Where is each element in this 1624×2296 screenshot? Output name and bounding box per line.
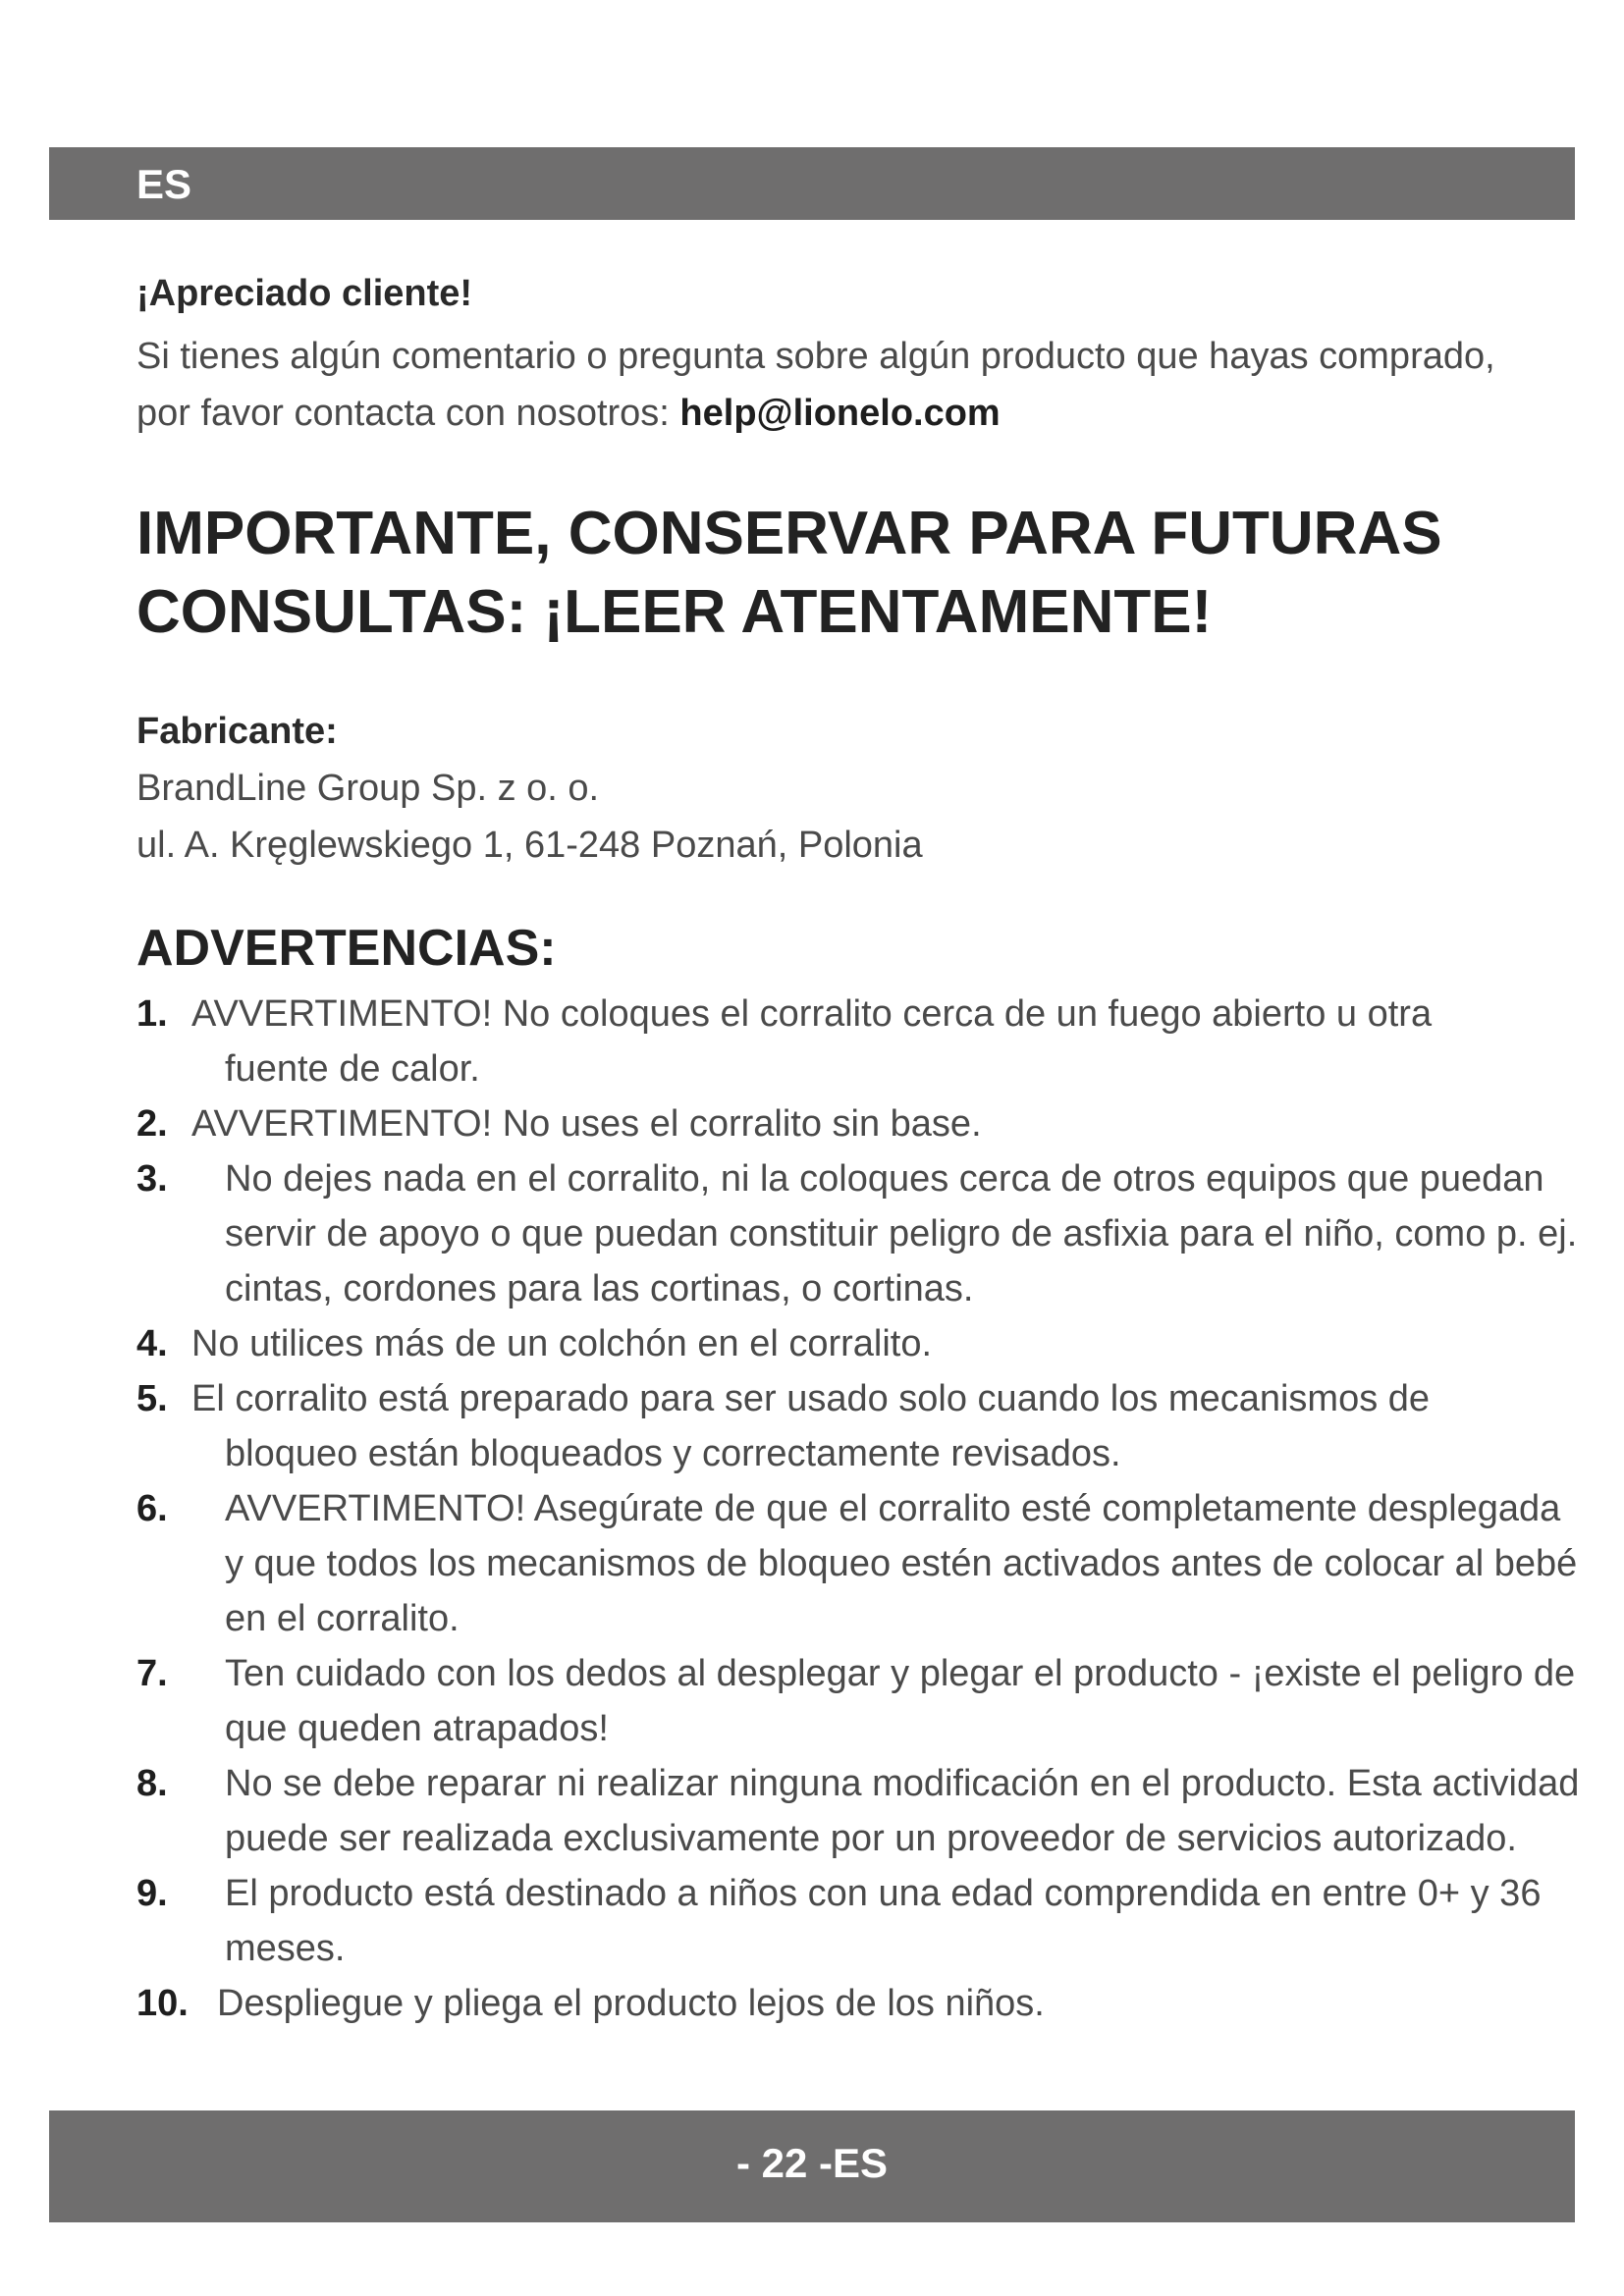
warning-item-10 (136, 1976, 1580, 2031)
warning-text: No dejes nada en el corralito, ni la coloques cerca de otros equipos que puedan servir de apoyo o que puedan constituir peligro de asfixia para el niño, como p. ej. cintas, cordones para las cortinas, o cortinas. (225, 1158, 1578, 1309)
warning-number: 7. (136, 1653, 168, 1694)
warnings-list (136, 987, 1580, 2031)
warning-text: Ten cuidado con los dedos al desplegar y plegar el producto - ¡existe el peligro de que queden atrapados! (225, 1653, 1576, 1749)
warning-number: 3. (136, 1158, 168, 1200)
warning-text (136, 1976, 1580, 2031)
warning-text-first-line: Despliegue y pliega el producto lejos de los niños. (217, 1983, 1045, 2024)
warning-text (136, 987, 1580, 1096)
manufacturer-address: ul. A. Kręglewskiego 1, 61-248 Poznań, Polonia (136, 825, 923, 866)
warning-number: 2. (136, 1103, 168, 1145)
main-title (136, 495, 1531, 652)
manufacturer-label: Fabricante: (136, 711, 338, 752)
warning-number: 4. (136, 1323, 168, 1364)
warning-item-3 (136, 1151, 1580, 1316)
language-code: ES (136, 161, 192, 207)
warning-item-2 (136, 1096, 1580, 1151)
warning-number: 6. (136, 1488, 168, 1529)
manufacturer-name: BrandLine Group Sp. z o. o. (136, 768, 600, 809)
header-bar (49, 147, 1575, 220)
greeting-text (136, 328, 1570, 442)
warning-text-rest: fuente de calor. (225, 1048, 480, 1090)
warning-number: 9. (136, 1873, 168, 1914)
warning-text-first-line: AVVERTIMENTO! No coloques el corralito cerca de un fuego abierto u otra (191, 993, 1433, 1035)
warning-text-first-line: No utilices más de un colchón en el corralito. (191, 1323, 933, 1364)
warning-item-7 (136, 1646, 1580, 1756)
footer-bar (49, 2110, 1575, 2222)
warning-text-first-line: El corralito está preparado para ser usado solo cuando los mecanismos de (191, 1378, 1431, 1419)
warning-item-4 (136, 1316, 1580, 1371)
warning-text (136, 1096, 1580, 1151)
warning-text: El producto está destinado a niños con una edad comprendida en entre 0+ y 36 meses. (225, 1873, 1542, 1969)
greeting-title: ¡Apreciado cliente! (136, 273, 473, 314)
warning-text: No se debe reparar ni realizar ninguna modificación en el producto. Esta actividad puede ser realizada exclusivamente por un proveedor de servicios autorizado. (225, 1763, 1580, 1859)
warnings-title: ADVERTENCIAS: (136, 920, 557, 977)
page-number: - 22 -ES (735, 2140, 889, 2186)
warning-text-first-line: AVVERTIMENTO! No uses el corralito sin base. (191, 1103, 982, 1145)
warning-item-5 (136, 1371, 1580, 1481)
greeting-line-1: Si tienes algún comentario o pregunta sobre algún producto que hayas comprado, (136, 336, 1495, 377)
main-title-line-2: CONSULTAS: ¡LEER ATENTAMENTE! (136, 578, 1213, 646)
greeting-line-2: por favor contacta con nosotros: (136, 393, 680, 434)
warning-text-rest: bloqueo están bloqueados y correctamente revisados. (225, 1433, 1121, 1474)
warning-number: 10. (136, 1983, 189, 2024)
warning-item-9 (136, 1866, 1580, 1976)
warning-text: AVVERTIMENTO! Asegúrate de que el corralito esté completamente desplegada y que todos los mecanismos de bloqueo estén activados antes de colocar al bebé en el corralito. (225, 1488, 1578, 1639)
warning-number: 8. (136, 1763, 168, 1804)
warning-item-1 (136, 987, 1580, 1096)
warning-item-6 (136, 1481, 1580, 1646)
warning-text (136, 1316, 1580, 1371)
warning-number: 5. (136, 1378, 168, 1419)
contact-email: help@lionelo.com (679, 393, 1001, 434)
warning-text (136, 1371, 1580, 1481)
warning-item-8 (136, 1756, 1580, 1866)
warning-number: 1. (136, 993, 168, 1035)
main-title-line-1: IMPORTANTE, CONSERVAR PARA FUTURAS (136, 500, 1442, 567)
